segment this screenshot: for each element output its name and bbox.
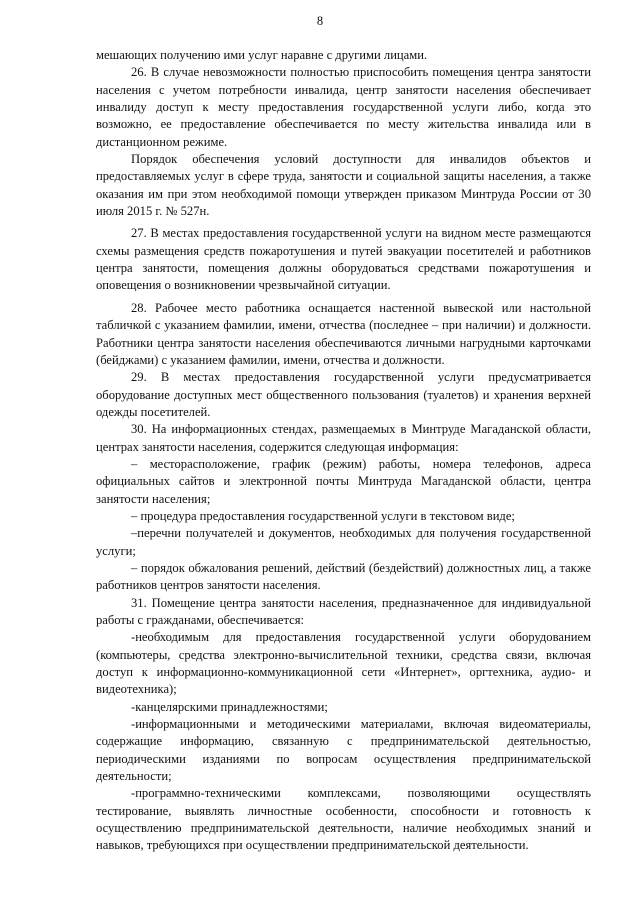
paragraph-continuation: мешающих получению ими услуг наравне с другими лицами. [96, 48, 428, 62]
document-body [96, 47, 591, 855]
list-item-materials: -информационными и методическими материалами, включая видеоматериалы, содержащие информацию, связанную с предпринимательской деятельностью, периодическими изданиями по вопросам осуществления предпринимательской деятельности; [96, 717, 591, 784]
page-number: 8 [316, 14, 324, 28]
paragraph-26: 26. В случае невозможности полностью приспособить помещения центра занятости населения с учетом потребности инвалида, центр занятости населения обеспечивает инвалиду доступ к месту предоставления государственной услуги либо, когда это возможно, ее предоставление обеспечивается по месту жительства инвалида или в дистанционном режиме. [96, 65, 591, 149]
list-item-procedure: – процедура предоставления государственной услуги в текстовом виде; [131, 508, 515, 523]
paragraph-31: 31. Помещение центра занятости населения, предназначенное для индивидуальной работы с гражданами, обеспечивается: [96, 595, 591, 627]
paragraph-28: 28. Рабочее место работника оснащается настенной вывеской или настольной табличкой с указанием фамилии, имени, отчества (последнее – при наличии) и должности. Работники центра занятости населения обеспечиваются личными нагрудными карточками (бейджами) с указанием фамилии, имени, отчества и должности. [96, 300, 591, 367]
paragraph-30: 30. На информационных стендах, размещаемых в Минтруде Магаданской области, центрах занятости населения, содержится следующая информация: [96, 422, 591, 454]
list-item-appeal: – порядок обжалования решений, действий (бездействий) должностных лиц, а также работников центров занятости населения. [96, 560, 591, 593]
paragraph-accessibility-order: Порядок обеспечения условий доступности для инвалидов объектов и предоставляемых услуг в сфере труда, занятости и социальной защиты населения, а также оказания им при этом необходимой помощи утвержден приказом Минтруда России от 30 июля 2015 г. № 527н. [96, 152, 591, 219]
list-item-equipment: -необходимым для предоставления государственной услуги оборудованием (компьютеры, средства электронно-вычислительной техники, средства связи, включая доступ к информационно-коммуникационной сети «Интернет», оргтехника, аудио- и видеотехника); [96, 630, 591, 697]
list-item-location: – месторасположение, график (режим) работы, номера телефонов, адреса официальных сайтов и электронной почты Минтруда Магаданской области, центра занятости населения; [96, 456, 591, 506]
list-item-software: -программно-техническими комплексами, позволяющими осуществлять тестирование, выявлять личностные особенности, способности и готовность к осуществлению предпринимательской деятельности, наличие необходимых знаний и навыков, требующихся при осуществлении предпринимательской деятельности. [96, 786, 591, 853]
list-item-stationery: -канцелярскими принадлежностями; [131, 699, 328, 714]
paragraph-29: 29. В местах предоставления государственной услуги предусматривается оборудование доступных мест общественного пользования (туалетов) и хранения верхней одежды посетителей. [96, 370, 591, 419]
paragraph-27: 27. В местах предоставления государственной услуги на видном месте размещаются схемы размещения средств пожаротушения и путей эвакуации посетителей и работников центра занятости, помещения должны оборудоваться средствами пожаротушения и оповещения о возникновении чрезвычайной ситуации. [96, 226, 591, 293]
list-item-recipients: –перечни получателей и документов, необходимых для получения государственной услуги; [96, 526, 591, 558]
